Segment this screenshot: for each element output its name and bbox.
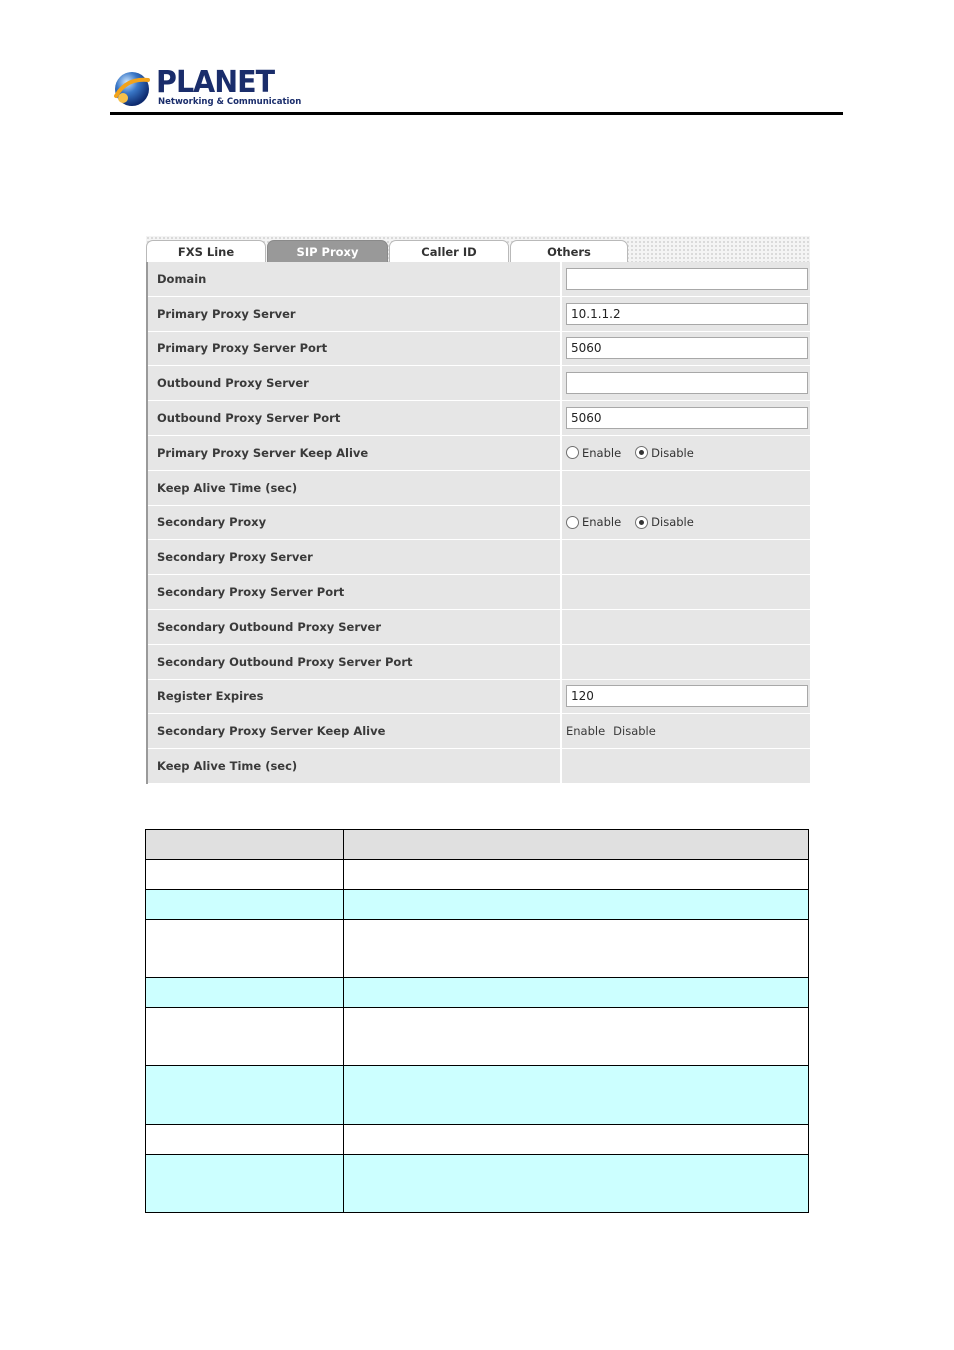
table-row xyxy=(146,920,809,978)
brand-tagline: Networking & Communication xyxy=(158,97,302,107)
table-row xyxy=(146,1155,809,1213)
primary-proxy-server-port-input[interactable]: 5060 xyxy=(566,337,808,359)
table-row xyxy=(146,890,809,920)
table-cell xyxy=(344,978,809,1008)
label-secondary-proxy-server: Secondary Proxy Server xyxy=(148,540,560,574)
label-keep-alive-time: Keep Alive Time (sec) xyxy=(148,471,560,505)
radio-off-icon xyxy=(566,446,579,459)
tab-sip-proxy[interactable]: SIP Proxy xyxy=(267,240,388,262)
secondary-outbound-proxy-server-value xyxy=(562,610,810,644)
header-divider xyxy=(110,112,843,115)
tab-others[interactable]: Others xyxy=(510,240,628,262)
row-primary-proxy-server-port xyxy=(148,332,810,367)
label-register-expires: Register Expires xyxy=(148,680,560,714)
table-cell xyxy=(344,920,809,978)
label-outbound-proxy-server: Outbound Proxy Server xyxy=(148,366,560,400)
table-cell xyxy=(146,978,344,1008)
table-row xyxy=(146,1066,809,1125)
row-register-expires xyxy=(148,680,810,715)
table-cell xyxy=(344,890,809,920)
primary-proxy-server-input[interactable]: 10.1.1.2 xyxy=(566,303,808,325)
row-secondary-proxy-server-port xyxy=(148,575,810,610)
row-secondary-proxy-server xyxy=(148,540,810,575)
secondary-proxy-enable-radio[interactable]: Enable xyxy=(566,515,621,529)
table-row xyxy=(146,978,809,1008)
label-secondary-outbound-proxy-server: Secondary Outbound Proxy Server xyxy=(148,610,560,644)
description-table xyxy=(145,829,809,1213)
globe-icon xyxy=(112,68,152,108)
row-keep-alive-time-1 xyxy=(148,471,810,506)
secondary-proxy-disable-radio[interactable]: Disable xyxy=(635,515,694,529)
sip-proxy-panel xyxy=(146,236,810,787)
row-secondary-proxy xyxy=(148,506,810,541)
table-cell xyxy=(146,890,344,920)
row-secondary-outbound-proxy-server-port xyxy=(148,645,810,680)
primary-keep-alive-enable-radio[interactable]: Enable xyxy=(566,446,621,460)
row-secondary-outbound-proxy-server xyxy=(148,610,810,645)
table-cell xyxy=(146,920,344,978)
label-domain: Domain xyxy=(148,262,560,296)
table-cell xyxy=(146,1125,344,1155)
tab-strip xyxy=(146,236,810,262)
keep-alive-time-value xyxy=(562,749,810,783)
radio-on-icon xyxy=(635,516,648,529)
secondary-outbound-proxy-server-port-value xyxy=(562,645,810,679)
tab-caller-id[interactable]: Caller ID xyxy=(389,240,509,262)
settings-grid xyxy=(146,262,810,784)
table-row xyxy=(146,1125,809,1155)
table-header-row xyxy=(146,830,809,860)
row-outbound-proxy-server-port xyxy=(148,401,810,436)
brand-name: PLANET xyxy=(156,65,275,100)
label-secondary-proxy-server-port: Secondary Proxy Server Port xyxy=(148,575,560,609)
domain-input[interactable] xyxy=(566,268,808,290)
outbound-proxy-server-input[interactable] xyxy=(566,372,808,394)
secondary-keep-alive-disable-option[interactable]: Disable xyxy=(613,724,656,739)
row-primary-proxy-server xyxy=(148,297,810,332)
row-domain xyxy=(148,262,810,297)
table-cell xyxy=(146,1008,344,1066)
row-secondary-keep-alive xyxy=(148,714,810,749)
row-keep-alive-time-2 xyxy=(148,749,810,784)
register-expires-input[interactable]: 120 xyxy=(566,685,808,707)
label-keep-alive-time: Keep Alive Time (sec) xyxy=(148,749,560,783)
table-cell xyxy=(146,860,344,890)
planet-logo xyxy=(112,65,302,110)
radio-on-icon xyxy=(635,446,648,459)
label-secondary-keep-alive: Secondary Proxy Server Keep Alive xyxy=(148,714,560,748)
label-primary-proxy-server-port: Primary Proxy Server Port xyxy=(148,332,560,366)
table-row xyxy=(146,860,809,890)
table-cell xyxy=(146,1066,344,1125)
secondary-proxy-server-port-value xyxy=(562,575,810,609)
table-cell xyxy=(344,1155,809,1213)
table-row xyxy=(146,1008,809,1066)
tab-fxs-line[interactable]: FXS Line xyxy=(146,240,266,262)
label-secondary-outbound-proxy-server-port: Secondary Outbound Proxy Server Port xyxy=(148,645,560,679)
keep-alive-time-value xyxy=(562,471,810,505)
label-outbound-proxy-server-port: Outbound Proxy Server Port xyxy=(148,401,560,435)
secondary-proxy-server-value xyxy=(562,540,810,574)
table-cell xyxy=(146,1155,344,1213)
table-cell xyxy=(146,830,344,860)
table-cell xyxy=(344,860,809,890)
secondary-keep-alive-enable-option[interactable]: Enable xyxy=(566,724,606,739)
primary-keep-alive-disable-radio[interactable]: Disable xyxy=(635,446,694,460)
row-outbound-proxy-server xyxy=(148,366,810,401)
label-primary-keep-alive: Primary Proxy Server Keep Alive xyxy=(148,436,560,470)
table-cell xyxy=(344,1066,809,1125)
outbound-proxy-server-port-input[interactable]: 5060 xyxy=(566,407,808,429)
radio-off-icon xyxy=(566,516,579,529)
label-secondary-proxy: Secondary Proxy xyxy=(148,506,560,540)
table-cell xyxy=(344,1008,809,1066)
label-primary-proxy-server: Primary Proxy Server xyxy=(148,297,560,331)
row-primary-keep-alive xyxy=(148,436,810,471)
table-cell xyxy=(344,1125,809,1155)
table-cell xyxy=(344,830,809,860)
